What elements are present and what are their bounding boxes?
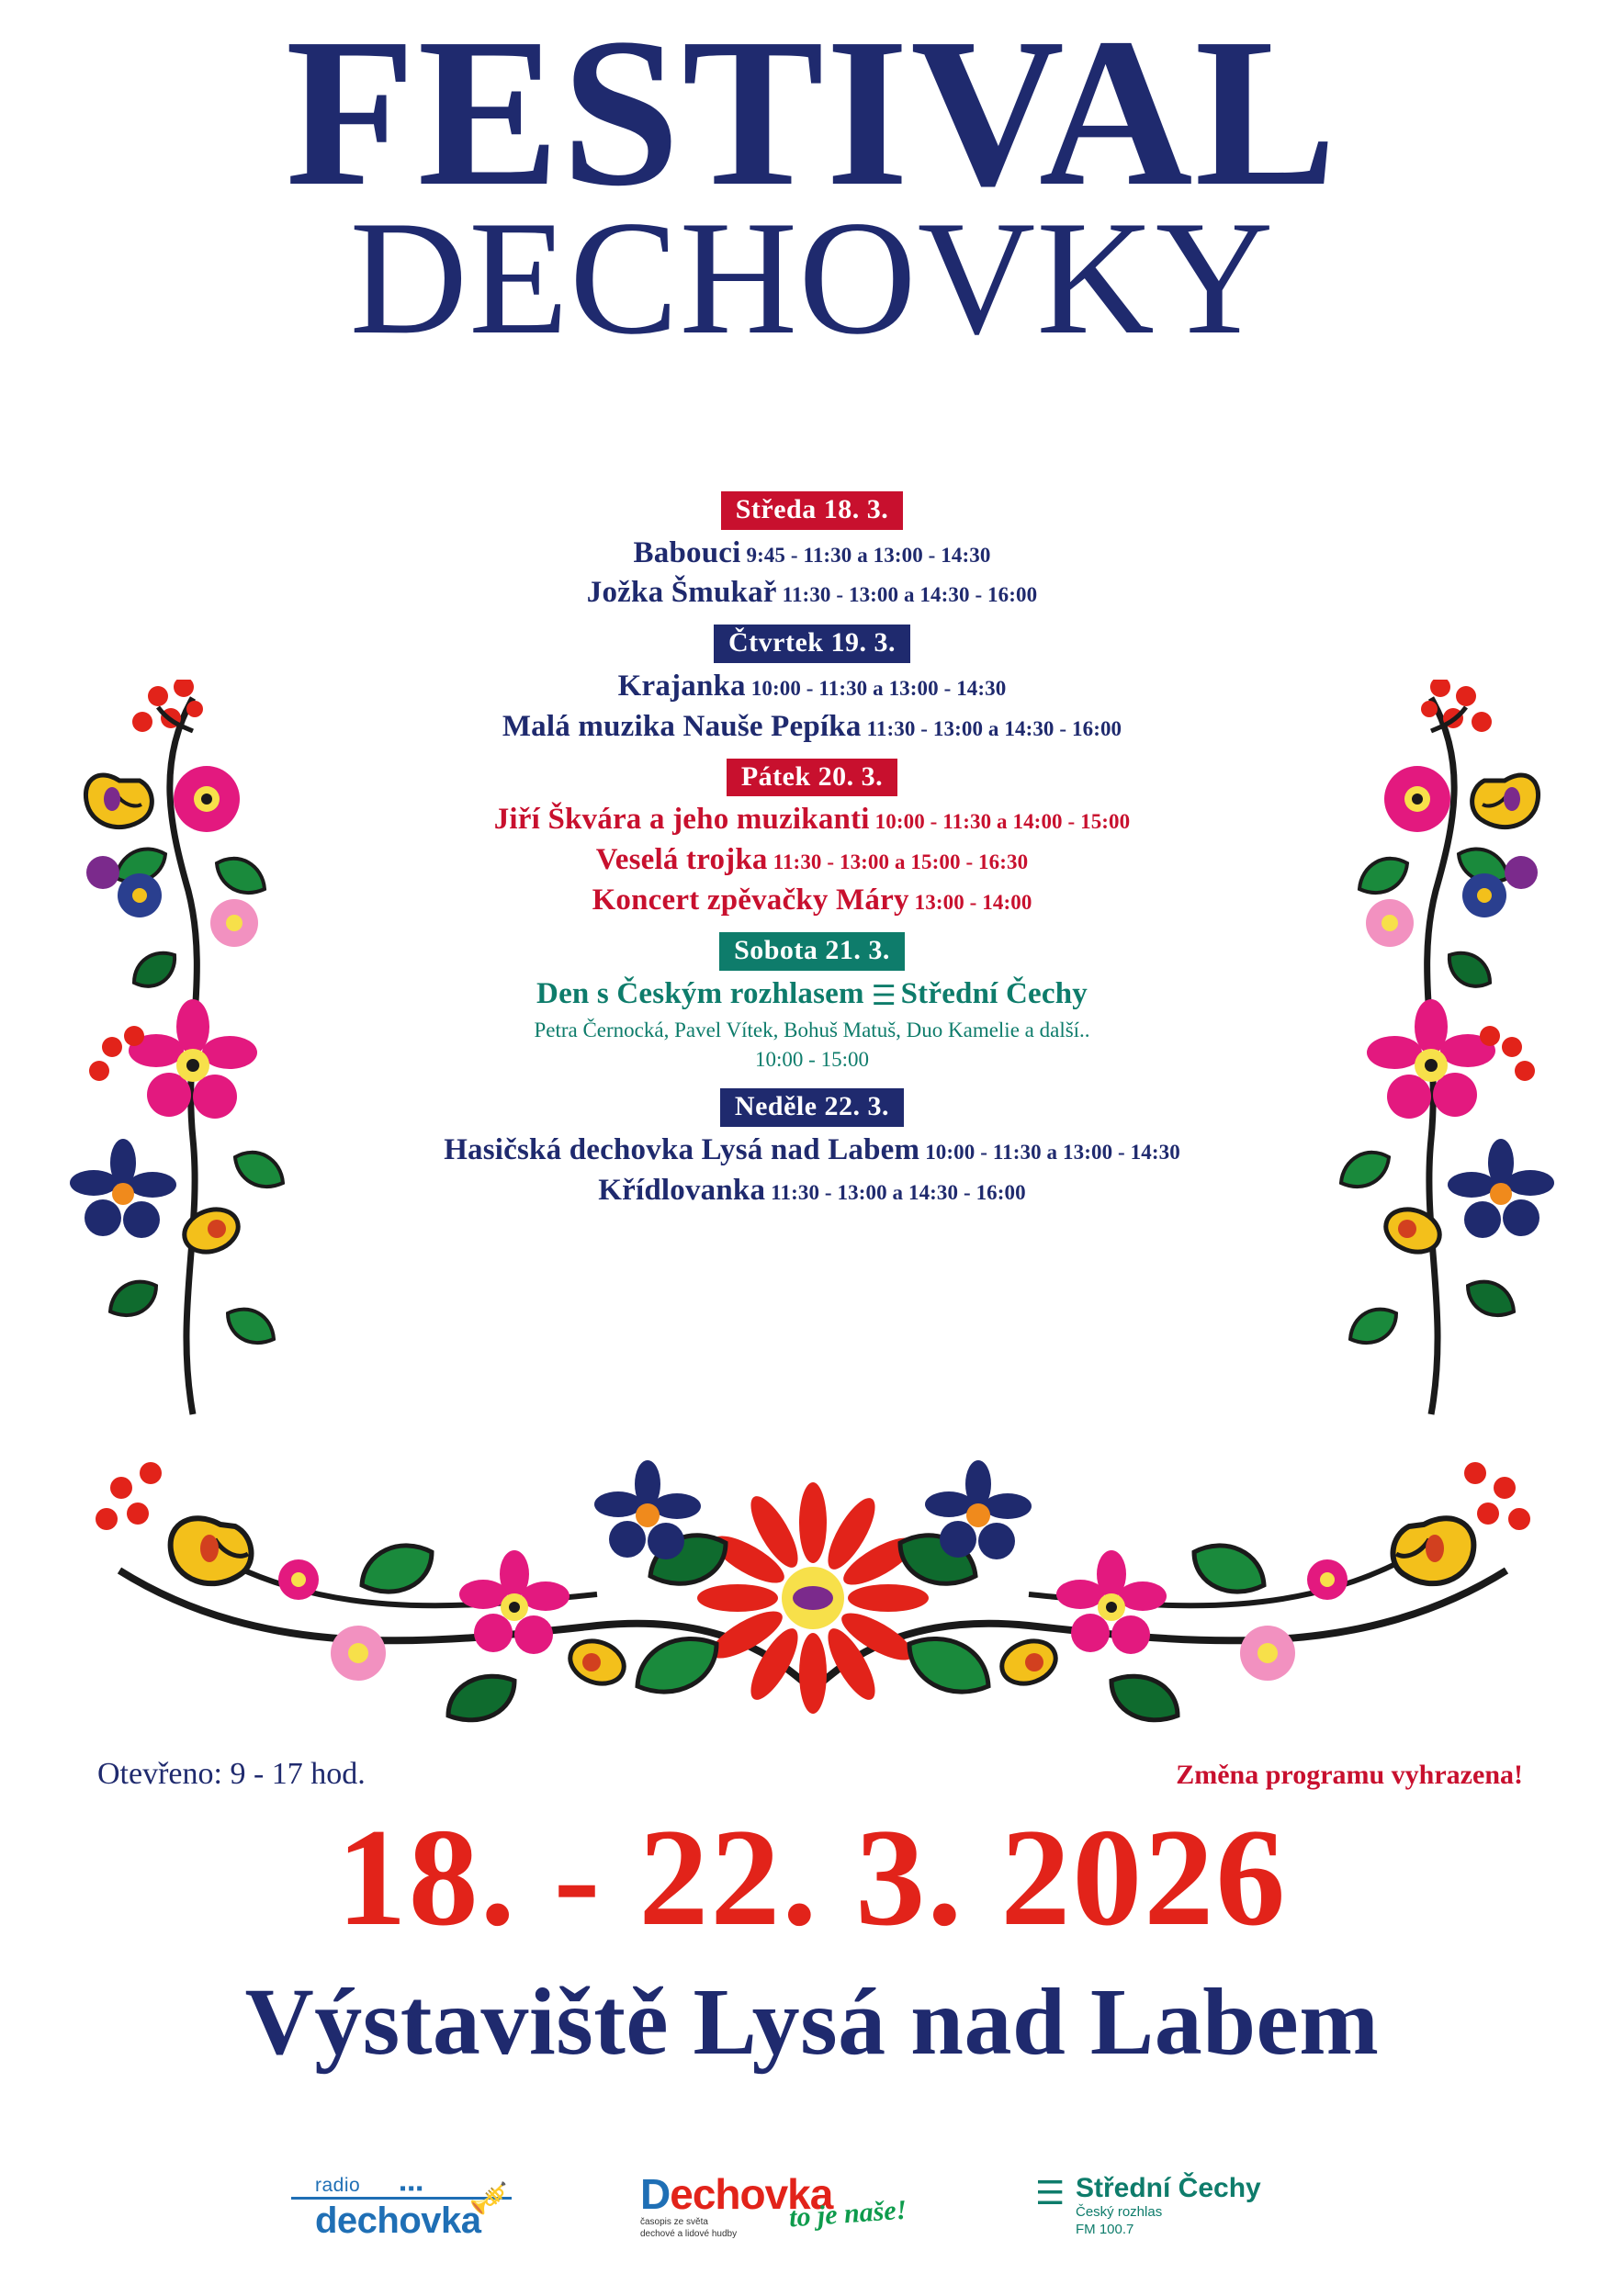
performers-time: 10:00 - 15:00 (755, 1048, 869, 1072)
title-line-2: DECHOVKY (349, 186, 1275, 369)
act-row (0, 576, 1624, 610)
day-header-patek: Pátek 20. 3. (727, 759, 897, 797)
act-name: Koncert zpěvačky Máry (592, 884, 909, 917)
act-row (0, 1133, 1624, 1167)
act-time: 9:45 - 11:30 a 13:00 - 14:30 (746, 543, 991, 567)
day-header-nedele: Neděle 22. 3. (720, 1088, 904, 1127)
trumpet-icon: 🎺 (468, 2181, 508, 2216)
dechovka-slogan: to je naše! (787, 2194, 908, 2234)
event-venue: Výstaviště Lysá nad Labem (244, 1969, 1380, 2075)
logo-cesky-rozhlas (1035, 2175, 1333, 2238)
floral-ornament-bottom (83, 1433, 1543, 1727)
poster-title (0, 0, 1624, 369)
day-group-sobota (0, 932, 1624, 1074)
act-name: Jožka Šmukař (586, 576, 777, 610)
rozhlas-subtitle: Český rozhlas (1076, 2204, 1163, 2220)
radio-dechovka-top: radio (315, 2175, 361, 2196)
act-time: 11:30 - 13:00 a 14:30 - 16:00 (782, 583, 1038, 607)
act-name: Krajanka (617, 669, 746, 703)
act-row (0, 884, 1624, 917)
act-row (0, 670, 1624, 703)
radio-dechovka-bottom: dechovka (291, 2197, 512, 2242)
opening-hours: Otevřeno: 9 - 17 hod. (97, 1757, 366, 1791)
radio-waves-icon: ▪▪▪ (400, 2178, 425, 2199)
logo-dechovka-magazine (640, 2170, 908, 2240)
program-schedule (0, 491, 1624, 1221)
act-row (0, 843, 1624, 877)
day-header-ctvrtek: Čtvrtek 19. 3. (714, 625, 910, 663)
day-group-streda (0, 491, 1624, 610)
event-date: 18. - 22. 3. 2026 (336, 1800, 1288, 1954)
logo-radio-dechovka (291, 2175, 512, 2242)
dechovka-rest: echovka (670, 2170, 833, 2218)
sobota-performers (0, 1017, 1624, 1074)
act-partner-logo-label: Střední Čechy (900, 976, 1088, 1010)
act-name: Křídlovanka (598, 1173, 766, 1207)
act-name: Hasičská dechovka Lysá nad Labem (444, 1132, 920, 1166)
rozhlas-frequency: FM 100.7 (1076, 2222, 1134, 2238)
act-name: Babouci (633, 535, 741, 569)
cesky-rozhlas-wave-icon: ☰ (871, 980, 896, 1011)
act-time: 10:00 - 11:30 a 13:00 - 14:30 (750, 676, 1007, 700)
dechovka-subtitle-1: časopis ze světa (640, 2216, 708, 2227)
day-header-streda: Středa 18. 3. (721, 491, 904, 530)
act-name: Veselá trojka (595, 843, 768, 877)
act-row (0, 1174, 1624, 1208)
day-group-ctvrtek (0, 625, 1624, 743)
title-line-1: FESTIVAL (285, 0, 1339, 231)
act-row (0, 536, 1624, 570)
act-row (0, 803, 1624, 837)
act-time: 11:30 - 13:00 a 14:30 - 16:00 (866, 716, 1122, 740)
act-name: Malá muzika Nauše Pepíka (502, 709, 862, 743)
day-group-nedele (0, 1088, 1624, 1207)
sponsor-logos (0, 2170, 1624, 2242)
act-time: 10:00 - 11:30 a 14:00 - 15:00 (874, 810, 1131, 834)
day-group-patek (0, 759, 1624, 917)
act-time: 13:00 - 14:00 (914, 891, 1032, 915)
act-time: 11:30 - 13:00 a 15:00 - 16:30 (773, 850, 1029, 874)
cesky-rozhlas-wave-icon: ☰ (1035, 2174, 1064, 2212)
act-time: 11:30 - 13:00 a 14:30 - 16:00 (771, 1180, 1026, 1204)
performers-line: Petra Černocká, Pavel Vítek, Bohuš Matuš, Duo Kamelie a další.. (534, 1019, 1090, 1042)
act-name: Jiří Škvára a jeho muzikanti (493, 803, 870, 837)
act-row (0, 710, 1624, 744)
act-name: Den s Českým rozhlasem (536, 976, 864, 1010)
dechovka-initial: D (640, 2170, 671, 2218)
dechovka-subtitle-2: dechové a lidové hudby (640, 2229, 738, 2240)
day-header-sobota: Sobota 21. 3. (719, 932, 905, 971)
rozhlas-region-title: Střední Čechy (1076, 2173, 1261, 2203)
program-change-note: Změna programu vyhrazena! (1176, 1760, 1523, 1790)
act-time: 10:00 - 11:30 a 13:00 - 14:30 (925, 1140, 1180, 1164)
act-row (0, 977, 1624, 1012)
